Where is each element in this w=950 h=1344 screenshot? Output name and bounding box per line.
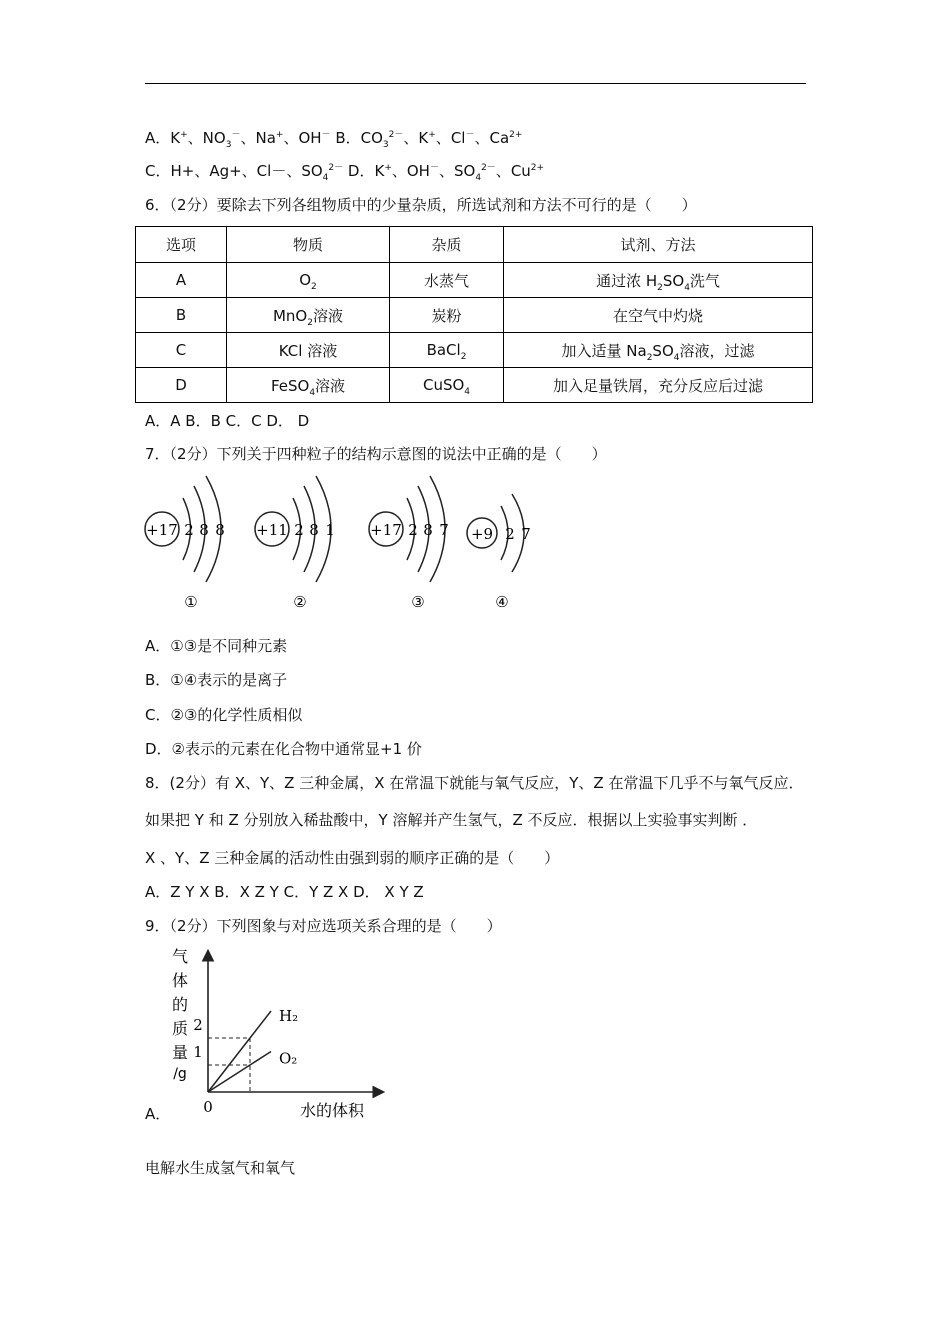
q5-options-ab: A．K+、$NO_3^-$、Na+、OH－ B．$CO_3^{2-}$、K+、Cl－、$Ca^{2+}$	[145, 129, 523, 150]
atom-diagrams	[140, 470, 560, 620]
atom-4-shell: 2	[505, 525, 515, 543]
atom-1-shell: 8	[199, 521, 209, 539]
header-cell: 选项	[136, 227, 227, 263]
atom-4-label: ④	[495, 593, 509, 611]
q8-line-2: 如果把 Y 和 Z 分别放入稀盐酸中，Y 溶解并产生氢气，Z 不反应．根据以上实验事实判断 ．	[145, 811, 758, 829]
q7-option-d: D．②表示的元素在化合物中通常显+1 价	[145, 740, 422, 758]
atom-4-shell: 7	[521, 525, 531, 543]
atom-3-nucleus: +17	[370, 521, 402, 539]
atom-1-shell: 8	[215, 521, 225, 539]
atom-2-shell: 8	[309, 521, 319, 539]
y-label-char: 体	[171, 971, 189, 990]
method-cell: 在空气中灼烧	[504, 298, 813, 333]
method-cell: 加入适量 $Na_2SO_4$溶液，过滤	[504, 333, 813, 368]
atom-1-nucleus: +17	[146, 521, 178, 539]
q7-option-c: C．②③的化学性质相似	[145, 706, 303, 724]
atom-3-shell: 7	[439, 521, 449, 539]
q7-option-a: A．①③是不同种元素	[145, 637, 288, 655]
q9-stem: 9．（2分）下列图象与对应选项关系合理的是（ ）	[145, 917, 502, 935]
atom-3	[369, 476, 449, 611]
q6-options: A．A B．B C．C D． D	[145, 412, 310, 430]
q9-chart	[160, 940, 400, 1125]
table-row	[136, 263, 813, 298]
impurity-cell: 炭粉	[390, 298, 504, 333]
q7-stem: 7．（2分）下列关于四种粒子的结构示意图的说法中正确的是（ ）	[145, 445, 607, 463]
series-line-h2	[208, 1011, 271, 1092]
substance-cell: FeSO$_4$溶液	[227, 368, 390, 403]
y-label-char: 气	[171, 947, 189, 966]
q6-table	[135, 226, 813, 403]
atom-2-shell: 2	[294, 521, 304, 539]
table-row	[136, 368, 813, 403]
option-cell: B	[136, 298, 227, 333]
header-cell: 杂质	[390, 227, 504, 263]
impurity-cell: 水蒸气	[390, 263, 504, 298]
q9-caption: 电解水生成氢气和氧气	[145, 1159, 296, 1177]
y-tick-label: 1	[193, 1043, 203, 1061]
atom-2-nucleus: +11	[256, 521, 288, 539]
method-cell: 加入足量铁屑，充分反应后过滤	[504, 368, 813, 403]
origin-label: 0	[203, 1098, 213, 1116]
y-label-char: 质	[171, 1019, 189, 1038]
header-rule	[145, 83, 806, 84]
y-label-char: 的	[171, 995, 189, 1014]
substance-cell: KCl 溶液	[227, 333, 390, 368]
option-cell: C	[136, 333, 227, 368]
atom-2	[255, 476, 335, 611]
atom-2-label: ②	[293, 593, 307, 611]
substance-cell: MnO$_2$溶液	[227, 298, 390, 333]
q5-options-cd: C．H+、Ag+、Cl－、$SO_4^{2-}$ D．K+、OH－、$SO_4^{2-}$、$Cu^{2+}$	[145, 162, 545, 183]
q8-options: A．Z Y X B．X Z Y C．Y Z X D． X Y Z	[145, 883, 424, 901]
series-label-o2: O₂	[279, 1049, 298, 1068]
option-cell: A	[136, 263, 227, 298]
atom-2-shell: 1	[325, 521, 335, 539]
method-cell: 通过浓 $H_2SO_4$洗气	[504, 263, 813, 298]
impurity-cell: CuSO$_4$	[390, 368, 504, 403]
q7-option-b: B．①④表示的是离子	[145, 671, 288, 689]
atom-1-shell: 2	[184, 521, 194, 539]
y-label-char: 量	[171, 1043, 189, 1062]
atom-3-shell: 8	[423, 521, 433, 539]
option-cell: D	[136, 368, 227, 403]
impurity-cell: BaCl$_2$	[390, 333, 504, 368]
q9-option-a-label: A．	[145, 1105, 171, 1123]
series-line-o2	[208, 1052, 271, 1093]
table-row	[136, 333, 813, 368]
atom-3-label: ③	[411, 593, 425, 611]
table-row	[136, 298, 813, 333]
y-label-char: /g	[173, 1066, 187, 1082]
q6-stem: 6．（2分）要除去下列各组物质中的少量杂质，所选试剂和方法不可行的是（ ）	[145, 196, 697, 214]
atom-4	[467, 494, 531, 611]
atom-1	[145, 476, 225, 611]
atom-1-label: ①	[184, 593, 198, 611]
substance-cell: $O_2$	[227, 263, 390, 298]
table-header-row	[136, 227, 813, 263]
y-tick-label: 2	[193, 1016, 203, 1034]
q8-line-1: 8．(2分）有 X、Y、Z 三种金属，X 在常温下就能与氧气反应，Y、Z 在常温下几乎不与氧气反应．	[145, 774, 804, 792]
x-axis-label: 水的体积	[299, 1101, 365, 1120]
header-cell: 试剂、方法	[504, 227, 813, 263]
atom-3-shell: 2	[408, 521, 418, 539]
series-label-h2: H₂	[279, 1007, 299, 1025]
header-cell: 物质	[227, 227, 390, 263]
q8-line-3: X 、Y、Z 三种金属的活动性由强到弱的顺序正确的是（ ）	[145, 849, 560, 867]
atom-4-nucleus: +9	[470, 525, 494, 543]
